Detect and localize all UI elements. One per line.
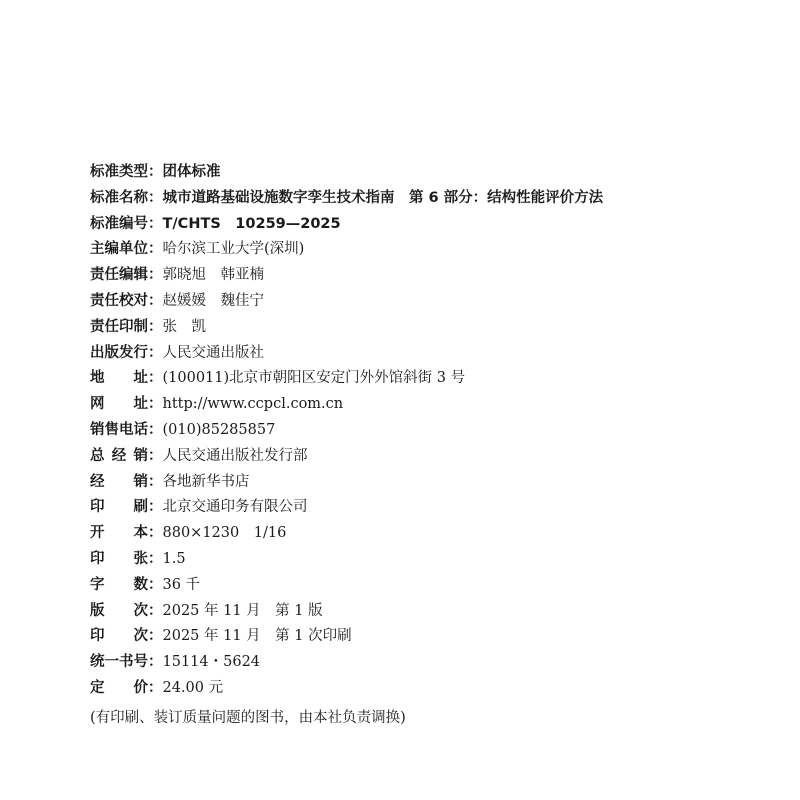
imprint-value: 36 千 — [162, 576, 201, 593]
imprint-colon: ： — [148, 679, 163, 696]
imprint-value: 人民交通出版社 — [162, 344, 264, 361]
quality-note: (有印刷、装订质量问题的图书，由本社负责调换) — [90, 710, 406, 726]
imprint-info-list — [90, 160, 780, 702]
imprint-row — [90, 315, 780, 341]
imprint-label: 网址 — [90, 396, 148, 413]
imprint-row — [90, 470, 780, 496]
imprint-colon: ： — [148, 421, 163, 438]
imprint-colon: ： — [148, 525, 163, 542]
imprint-value: 2025 年 11 月 第 1 次印刷 — [162, 628, 352, 645]
imprint-colon: ： — [148, 267, 163, 284]
imprint-value: (100011)北京市朝阳区安定门外外馆斜街 3 号 — [162, 370, 466, 387]
imprint-colon: ： — [148, 189, 163, 206]
imprint-value: 各地新华书店 — [162, 473, 250, 490]
imprint-label: 出版发行 — [90, 344, 148, 361]
imprint-value: 哈尔滨工业大学(深圳) — [162, 241, 305, 258]
imprint-row — [90, 186, 780, 212]
imprint-label: 统一书号 — [90, 654, 148, 671]
imprint-label: 责任校对 — [90, 292, 148, 309]
imprint-value: (010)85285857 — [162, 421, 276, 438]
imprint-value: T/CHTS 10259—2025 — [162, 215, 341, 232]
imprint-value: 15114・5624 — [162, 654, 261, 671]
imprint-value: 1.5 — [162, 550, 186, 567]
imprint-colon: ： — [148, 215, 163, 232]
imprint-value: 880×1230 1/16 — [162, 525, 287, 542]
imprint-label: 标准编号 — [90, 215, 148, 232]
imprint-label: 印刷 — [90, 499, 148, 516]
imprint-colon: ： — [148, 499, 163, 516]
imprint-value: 郭晓旭 韩亚楠 — [162, 267, 264, 284]
imprint-colon: ： — [148, 164, 163, 180]
imprint-row — [90, 341, 780, 367]
imprint-row — [90, 547, 780, 573]
imprint-value: 团体标准 — [162, 164, 221, 180]
imprint-label: 印张 — [90, 550, 148, 567]
imprint-row — [90, 418, 780, 444]
imprint-label: 责任印制 — [90, 318, 148, 335]
imprint-value: 赵媛媛 魏佳宁 — [162, 292, 264, 309]
imprint-row — [90, 160, 780, 186]
imprint-value: 人民交通出版社发行部 — [162, 447, 308, 464]
imprint-label: 地址 — [90, 370, 148, 387]
imprint-label: 定价 — [90, 679, 148, 696]
imprint-label: 标准类型 — [90, 164, 148, 180]
imprint-row — [90, 444, 780, 470]
imprint-row — [90, 624, 780, 650]
imprint-label: 经销 — [90, 473, 148, 490]
imprint-value: 张 凯 — [162, 318, 206, 335]
imprint-label: 开本 — [90, 525, 148, 542]
imprint-label: 字数 — [90, 576, 148, 593]
imprint-colon: ： — [148, 396, 163, 413]
imprint-label: 销售电话 — [90, 421, 148, 438]
imprint-label: 责任编辑 — [90, 267, 148, 284]
imprint-row — [90, 495, 780, 521]
imprint-label: 印次 — [90, 628, 148, 645]
imprint-colon: ： — [148, 628, 163, 645]
imprint-value: 24.00 元 — [162, 679, 224, 696]
imprint-colon: ： — [148, 602, 163, 619]
imprint-value: 城市道路基础设施数字孪生技术指南 第 6 部分：结构性能评价方法 — [162, 189, 604, 206]
imprint-row — [90, 263, 780, 289]
imprint-row — [90, 650, 780, 676]
imprint-value: 北京交通印务有限公司 — [162, 499, 308, 516]
imprint-row — [90, 366, 780, 392]
imprint-row — [90, 212, 780, 238]
imprint-colon: ： — [148, 576, 163, 593]
imprint-colon: ： — [148, 318, 163, 335]
imprint-colon: ： — [148, 292, 163, 309]
imprint-colon: ： — [148, 550, 163, 567]
imprint-row — [90, 521, 780, 547]
imprint-value: 2025 年 11 月 第 1 版 — [162, 602, 323, 619]
imprint-row — [90, 676, 780, 702]
imprint-row — [90, 573, 780, 599]
imprint-value: http://www.ccpcl.com.cn — [162, 396, 344, 413]
imprint-label: 总经销 — [90, 447, 148, 464]
imprint-colon: ： — [148, 241, 163, 258]
imprint-colon: ： — [148, 447, 163, 464]
imprint-row — [90, 289, 780, 315]
imprint-label: 版次 — [90, 602, 148, 619]
imprint-label: 标准名称 — [90, 189, 148, 206]
imprint-row — [90, 599, 780, 625]
imprint-colon: ： — [148, 654, 163, 671]
imprint-colon: ： — [148, 344, 163, 361]
imprint-label: 主编单位 — [90, 241, 148, 258]
imprint-row — [90, 237, 780, 263]
imprint-row — [90, 392, 780, 418]
imprint-colon: ： — [148, 370, 163, 387]
imprint-colon: ： — [148, 473, 163, 490]
